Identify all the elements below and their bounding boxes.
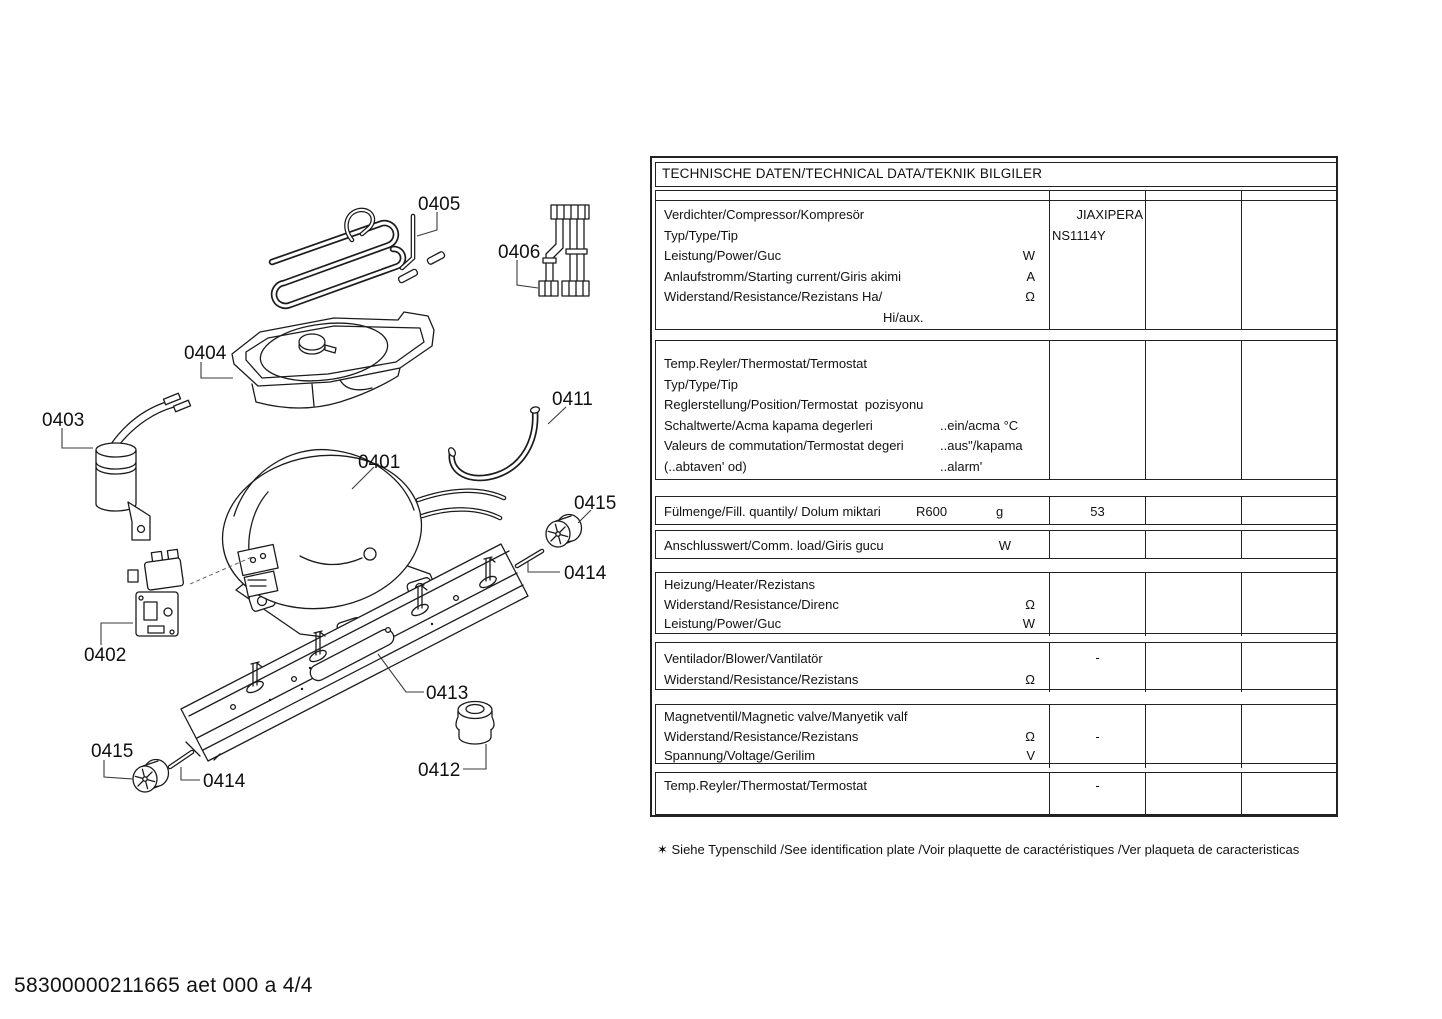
row-label: Fülmenge/Fill. quantily/ Dolum miktari <box>664 504 881 519</box>
drain-hose-part <box>447 406 540 478</box>
identification-plate-footnote: ✶ Siehe Typenschild /See identification plate /Voir plaquette de caractéristiques /Ver plaqueta de caracteristicas <box>657 842 1300 857</box>
compressor-brand: JIAXIPERA <box>1076 207 1143 222</box>
capacitor-part <box>96 393 191 540</box>
row-label: Schaltwerte/Acma kapama degerleri <box>664 417 873 433</box>
wheel-upper-part <box>546 515 582 548</box>
label-0411: 0411 <box>552 389 593 410</box>
section-thermostat2 <box>655 772 1337 815</box>
row-unit: W <box>998 538 1011 553</box>
row-label: Widerstand/Resistance/Rezistans <box>664 728 859 744</box>
section-thermostat <box>655 340 1337 480</box>
document-code: 58300000211665 aet 000 a 4/4 <box>14 974 313 997</box>
row-label: Widerstand/Resistance/Rezistans Ha/ <box>664 289 883 304</box>
row-unit: W <box>1022 616 1035 631</box>
row-label: Anlaufstromm/Starting current/Giris akimi <box>664 268 901 284</box>
row-label: Magnetventil/Magnetic valve/Manyetik valf <box>664 709 908 724</box>
exploded-parts-diagram <box>0 0 648 1019</box>
label-0413: 0413 <box>426 683 469 704</box>
label-0414-upper: 0414 <box>564 563 607 584</box>
row-setting: ..alarm' <box>940 458 983 474</box>
label-0402: 0402 <box>84 645 127 666</box>
thermostat2-value: - <box>1095 778 1100 793</box>
fill-quantity-value: 53 <box>1090 504 1105 519</box>
section-magnetic-valve <box>655 704 1337 764</box>
section-fill-quantity <box>655 496 1337 525</box>
drain-pan-part <box>232 312 434 408</box>
section-heater <box>655 572 1337 634</box>
wiring-harness-part <box>539 205 589 296</box>
row-unit: Ω <box>1025 596 1035 612</box>
row-label: Typ/Type/Tip <box>664 376 738 392</box>
row-label: Ventilador/Blower/Vantilatör <box>664 651 823 666</box>
row-label: (..abtaven' od) <box>664 458 747 474</box>
section-compressor <box>655 200 1337 330</box>
row-label: Anschlusswert/Comm. load/Giris gucu <box>664 538 884 553</box>
label-0414-lower: 0414 <box>203 771 246 792</box>
row-label: Temp.Reyler/Thermostat/Termostat <box>664 356 868 371</box>
section-blower <box>655 642 1337 690</box>
label-0403: 0403 <box>42 410 85 431</box>
row-unit: g <box>996 504 1004 519</box>
pin-upper-part <box>517 551 542 566</box>
label-0404: 0404 <box>184 343 227 364</box>
table-title: TECHNISCHE DATEN/TECHNICAL DATA/TEKNIK BILGILER <box>662 166 1043 181</box>
grommet-part <box>456 702 494 745</box>
row-label: Leistung/Power/Guc <box>664 616 782 631</box>
row-setting: ..ein/acma °C <box>940 417 1019 433</box>
table-title-row <box>655 162 1337 187</box>
row-label: Heizung/Heater/Rezistans <box>664 577 816 592</box>
heater-tube-part <box>272 210 445 306</box>
wheel-lower-part <box>133 760 169 793</box>
pin-lower-part <box>170 752 192 767</box>
section-connection-load <box>655 530 1337 559</box>
row-setting: ..aus"/kapama <box>940 438 1023 453</box>
row-label: Widerstand/Resistance/Rezistans <box>664 672 859 687</box>
row-label: Hi/aux. <box>883 309 924 325</box>
row-unit: Ω <box>1025 672 1035 687</box>
label-0405: 0405 <box>418 194 461 215</box>
row-label: Typ/Type/Tip <box>664 227 738 243</box>
row-unit: V <box>1026 748 1035 763</box>
row-label: Reglerstellung/Position/Termostat pozisyonu <box>664 397 924 412</box>
compressor-model: NS1114Y <box>1052 227 1106 243</box>
row-label: Widerstand/Resistance/Direnc <box>664 596 839 612</box>
row-label: Verdichter/Compressor/Kompresör <box>664 207 865 222</box>
row-label: Temp.Reyler/Thermostat/Termostat <box>664 778 868 793</box>
row-unit: W <box>1022 248 1035 263</box>
magnetic-valve-value: - <box>1095 729 1100 744</box>
row-unit: Ω <box>1025 728 1035 744</box>
row-label: Leistung/Power/Guc <box>664 248 782 263</box>
row-unit: Ω <box>1025 289 1035 304</box>
label-0412: 0412 <box>418 760 461 781</box>
label-0406: 0406 <box>498 242 541 263</box>
label-0415-upper: 0415 <box>574 493 617 514</box>
row-label: Valeurs de commutation/Termostat degeri <box>664 438 904 453</box>
row-unit: A <box>1026 268 1035 284</box>
refrigerant-type: R600 <box>916 504 948 519</box>
technical-data-table <box>650 156 1338 817</box>
row-label: Spannung/Voltage/Gerilim <box>664 748 816 763</box>
label-0415-lower: 0415 <box>91 741 134 762</box>
blower-value: - <box>1095 650 1100 665</box>
label-0401: 0401 <box>358 452 401 473</box>
